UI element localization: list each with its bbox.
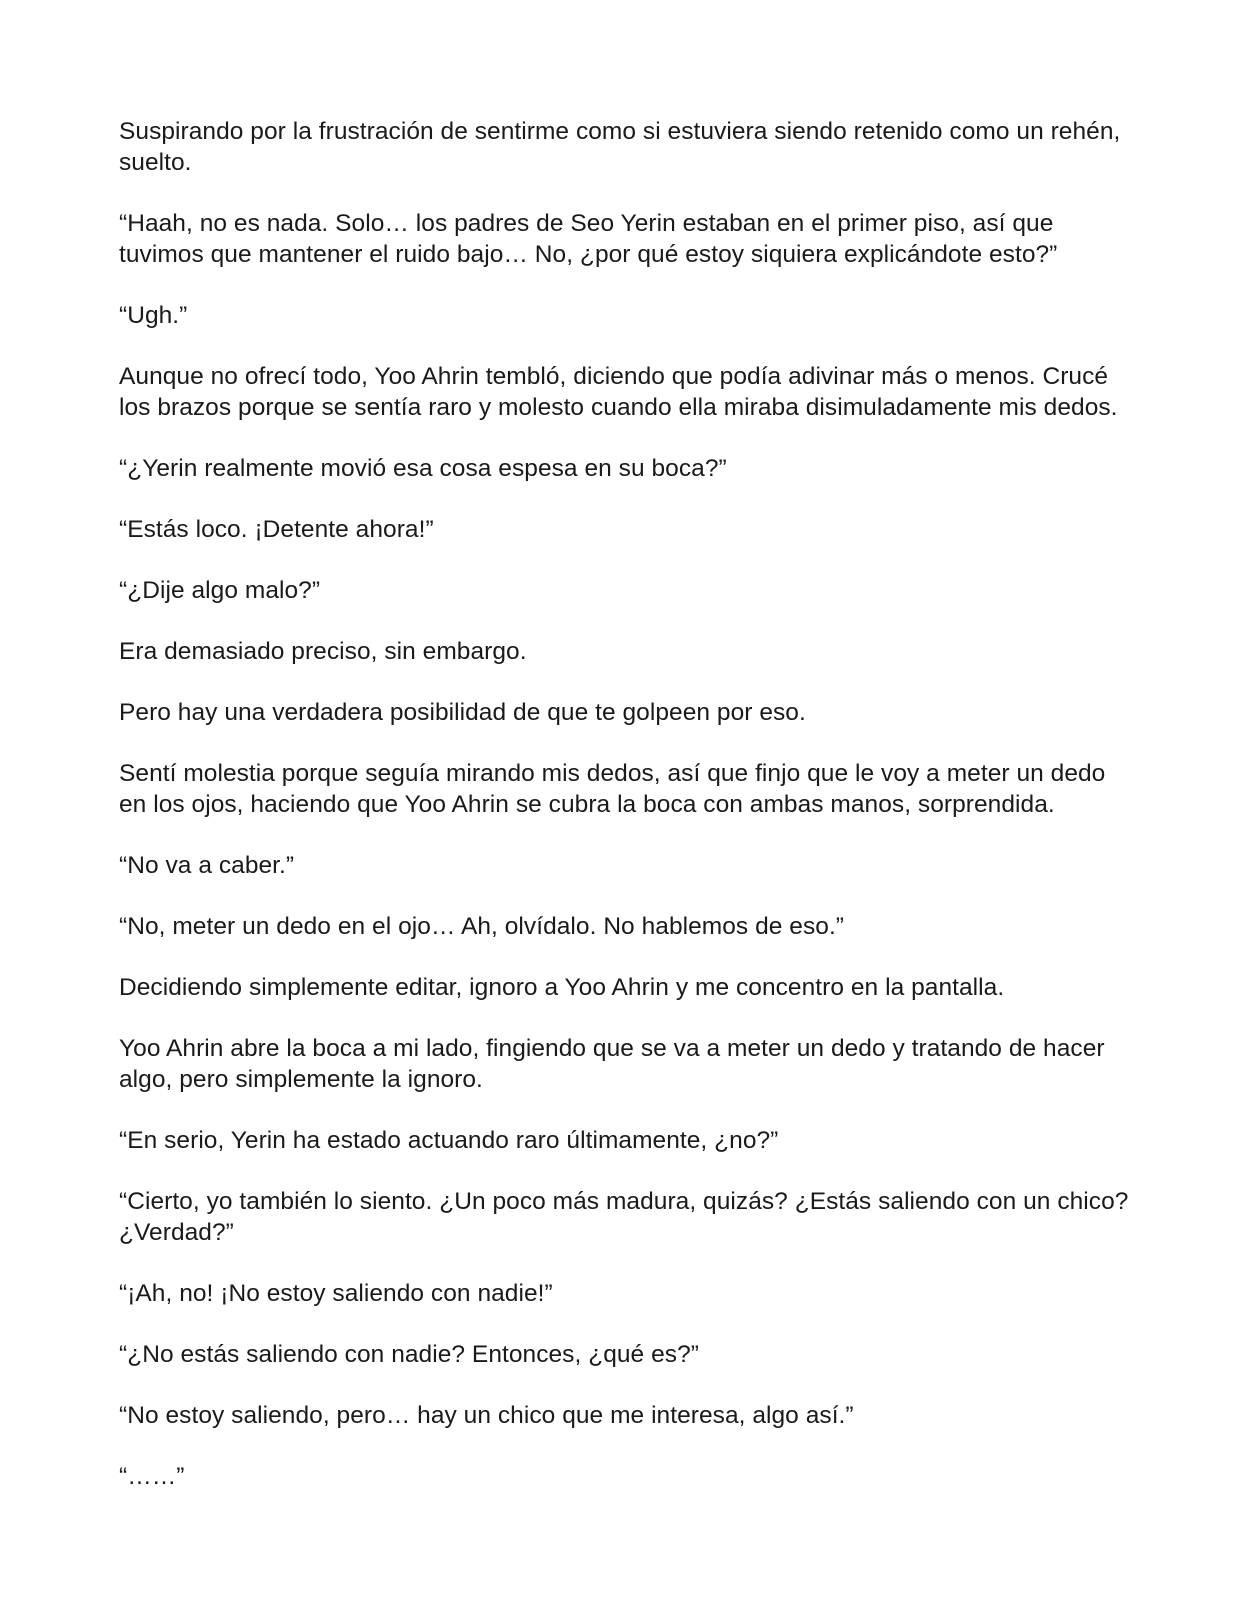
paragraph: “¿No estás saliendo con nadie? Entonces, ¿qué es?” xyxy=(119,1341,699,1368)
paragraph: “¡Ah, no! ¡No estoy saliendo con nadie!” xyxy=(119,1280,553,1307)
paragraph: “Haah, no es nada. Solo… los padres de Seo Yerin estaban en el primer piso, así que tuvimos que mantener el ruido bajo… No, ¿por qué estoy siquiera explicándote esto?” xyxy=(119,210,1058,268)
paragraph: Pero hay una verdadera posibilidad de que te golpeen por eso. xyxy=(119,699,806,726)
paragraph: Suspirando por la frustración de sentirme como si estuviera siendo retenido como un rehén, suelto. xyxy=(119,118,1121,176)
paragraph: “……” xyxy=(119,1463,185,1490)
paragraph: “¿Yerin realmente movió esa cosa espesa en su boca?” xyxy=(119,455,727,482)
paragraph: “No, meter un dedo en el ojo… Ah, olvídalo. No hablemos de eso.” xyxy=(119,913,845,940)
paragraph: “Estás loco. ¡Detente ahora!” xyxy=(119,516,434,543)
paragraph: “Cierto, yo también lo siento. ¿Un poco más madura, quizás? ¿Estás saliendo con un chico? ¿Verdad?” xyxy=(119,1188,1129,1246)
paragraph: Aunque no ofrecí todo, Yoo Ahrin tembló, diciendo que podía adivinar más o menos. Crucé los brazos porque se sentía raro y molesto cuando ella miraba disimuladamente mis dedos. xyxy=(119,363,1118,421)
paragraph: “¿Dije algo malo?” xyxy=(119,577,321,604)
paragraph: Yoo Ahrin abre la boca a mi lado, fingiendo que se va a meter un dedo y tratando de hacer algo, pero simplemente la ignoro. xyxy=(119,1035,1105,1093)
paragraph: “No va a caber.” xyxy=(119,852,295,879)
paragraph: Sentí molestia porque seguía mirando mis dedos, así que finjo que le voy a meter un dedo en los ojos, haciendo que Yoo Ahrin se cubra la boca con ambas manos, sorprendida. xyxy=(119,760,1106,818)
paragraph: Era demasiado preciso, sin embargo. xyxy=(119,638,527,665)
paragraph: “En serio, Yerin ha estado actuando raro últimamente, ¿no?” xyxy=(119,1127,779,1154)
paragraph: “No estoy saliendo, pero… hay un chico que me interesa, algo así.” xyxy=(119,1402,854,1429)
paragraph: Decidiendo simplemente editar, ignoro a Yoo Ahrin y me concentro en la pantalla. xyxy=(119,974,1005,1001)
document-page xyxy=(119,116,1129,1492)
paragraph: “Ugh.” xyxy=(119,302,188,329)
